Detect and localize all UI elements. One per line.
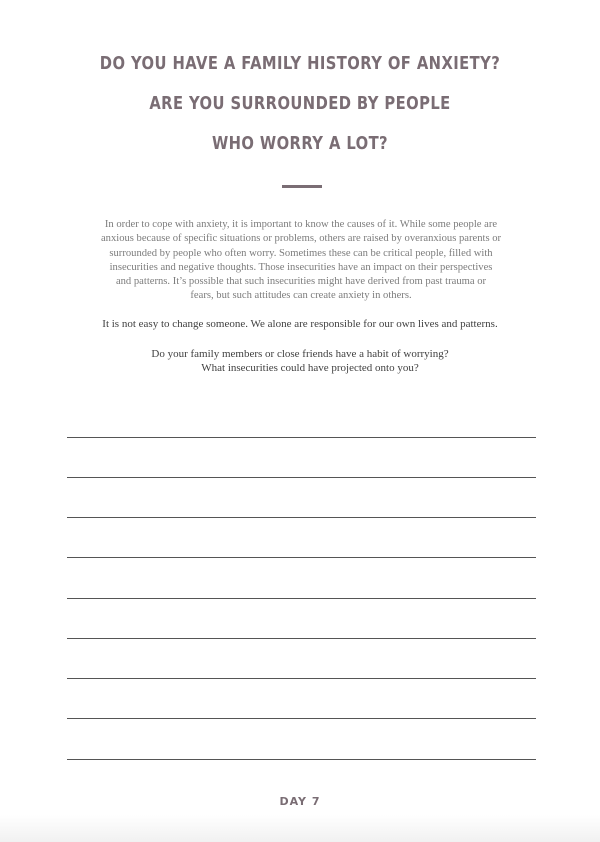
writing-line[interactable]: [67, 718, 536, 719]
writing-line[interactable]: [67, 557, 536, 558]
writing-line[interactable]: [67, 517, 536, 518]
writing-line[interactable]: [67, 678, 536, 679]
writing-area[interactable]: [67, 437, 536, 777]
intro-line: insecurities and negative thoughts. Those insecurities have an impact on their perspectives: [109, 261, 493, 273]
prompt-question-2: What insecurities could have projected onto you?: [201, 362, 419, 374]
title-line-1: DO YOU HAVE A FAMILY HISTORY OF ANXIETY?: [99, 53, 501, 74]
title-divider: [282, 185, 322, 188]
writing-line[interactable]: [67, 638, 536, 639]
intro-line: In order to cope with anxiety, it is important to know the causes of it. While some people are: [104, 219, 498, 230]
writing-line[interactable]: [67, 437, 536, 438]
day-label: DAY 7: [279, 795, 321, 808]
writing-line[interactable]: [67, 759, 536, 760]
title-line-3: WHO WORRY A LOT?: [211, 133, 389, 154]
intro-line: fears, but such attitudes can create anxiety in others.: [190, 290, 412, 302]
intro-line: and patterns. It’s possible that such insecurities might have derived from past trauma or: [115, 276, 487, 288]
intro-line: anxious because of specific situations or problems, others are raised by overanxious parents or: [100, 233, 502, 245]
prompt-question-1: Do your family members or close friends have a habit of worrying?: [151, 348, 449, 360]
intro-paragraph: [86, 218, 516, 304]
page-title: [54, 44, 546, 164]
title-line-2: ARE YOU SURROUNDED BY PEOPLE: [149, 93, 451, 114]
intro-line: surrounded by people who often worry. Sometimes these can be critical people, filled with: [109, 247, 493, 259]
writing-line[interactable]: [67, 477, 536, 478]
writing-line[interactable]: [67, 598, 536, 599]
statement-text: It is not easy to change someone. We alone are responsible for our own lives and patterns.: [102, 318, 498, 330]
